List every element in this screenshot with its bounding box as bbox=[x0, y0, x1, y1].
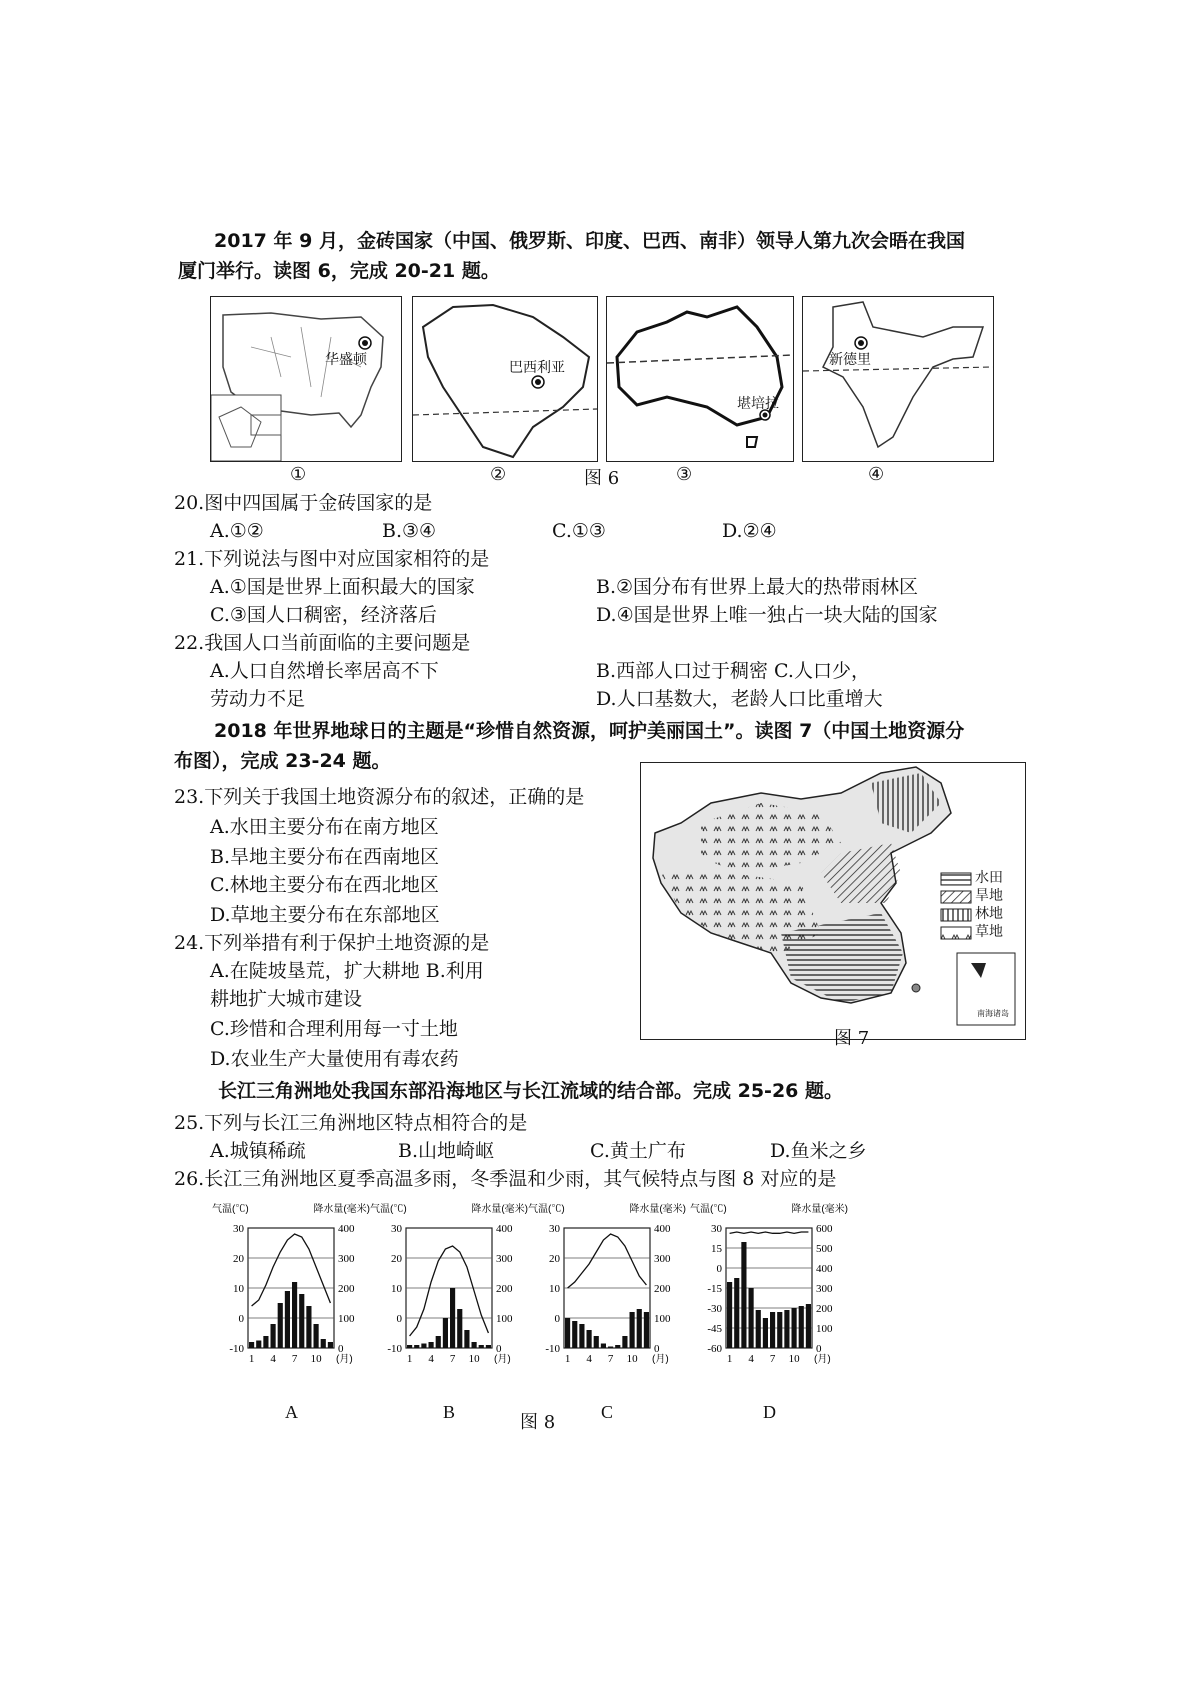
q21-option-d[interactable]: D.④国是世界上唯一独占一块大陆的国家 bbox=[596, 604, 938, 626]
temp-tick-label: 30 bbox=[233, 1223, 244, 1235]
precip-bar bbox=[450, 1288, 455, 1348]
temp-tick-label: -10 bbox=[545, 1343, 560, 1355]
precip-tick-label: 300 bbox=[816, 1283, 833, 1295]
precip-bar bbox=[601, 1344, 606, 1349]
q23-option-a[interactable]: A.水田主要分布在南方地区 bbox=[210, 816, 439, 838]
q24-option-ab[interactable]: A.在陡坡垦荒，扩大耕地 B.利用 bbox=[210, 960, 484, 982]
q22-option-d[interactable]: D.人口基数大，老龄人口比重增大 bbox=[596, 688, 883, 710]
month-tick-label: 4 bbox=[270, 1353, 276, 1365]
climate-chart-svg bbox=[528, 1200, 686, 1390]
precip-tick-label: 100 bbox=[816, 1323, 833, 1335]
precip-tick-label: 500 bbox=[816, 1243, 833, 1255]
climate-chart-c bbox=[528, 1200, 686, 1430]
month-tick-label: 4 bbox=[428, 1353, 434, 1365]
precip-bar bbox=[464, 1330, 469, 1348]
month-tick-label: 10 bbox=[788, 1353, 800, 1365]
precip-tick-label: 300 bbox=[338, 1253, 355, 1265]
precip-tick-label: 400 bbox=[496, 1223, 513, 1235]
temp-line bbox=[730, 1232, 809, 1233]
precip-axis-title: 降水量(毫米) bbox=[471, 1204, 528, 1215]
precip-bar bbox=[263, 1336, 268, 1348]
month-tick-label: 4 bbox=[586, 1353, 592, 1365]
chart-option-label: D bbox=[763, 1402, 776, 1422]
precip-bar bbox=[587, 1330, 592, 1348]
precip-tick-label: 200 bbox=[654, 1283, 671, 1295]
q24-stem: 24.下列举措有利于保护土地资源的是 bbox=[174, 932, 490, 954]
precip-bar bbox=[630, 1312, 635, 1348]
temp-axis-title: 气温(℃) bbox=[370, 1204, 407, 1215]
precip-bar bbox=[479, 1345, 484, 1348]
precip-axis-title: 降水量(毫米) bbox=[629, 1204, 686, 1215]
fig7-caption: 图 7 bbox=[834, 1028, 870, 1049]
precip-tick-label: 400 bbox=[338, 1223, 355, 1235]
temp-tick-label: -10 bbox=[387, 1343, 402, 1355]
temp-tick-label: 0 bbox=[396, 1313, 402, 1325]
map-number-2: ② bbox=[490, 464, 507, 485]
q23-stem: 23.下列关于我国土地资源分布的叙述，正确的是 bbox=[174, 786, 585, 808]
month-tick-label: 1 bbox=[248, 1353, 255, 1365]
precip-bar bbox=[486, 1345, 491, 1348]
climate-chart-svg bbox=[212, 1200, 370, 1390]
temp-axis-title: 气温(℃) bbox=[690, 1204, 727, 1215]
q25-option-a[interactable]: A.城镇稀疏 bbox=[210, 1140, 306, 1162]
precip-bar bbox=[734, 1278, 739, 1348]
legend-dryland: 旱地 bbox=[975, 888, 1003, 904]
temp-tick-label: 15 bbox=[711, 1243, 722, 1255]
precip-tick-label: 300 bbox=[654, 1253, 671, 1265]
temp-tick-label: -60 bbox=[707, 1343, 722, 1355]
temp-tick-label: -30 bbox=[707, 1303, 722, 1315]
q25-option-b[interactable]: B.山地崎岖 bbox=[398, 1140, 495, 1162]
temp-line bbox=[568, 1234, 647, 1288]
precip-tick-label: 200 bbox=[496, 1283, 513, 1295]
precip-tick-label: 200 bbox=[338, 1283, 355, 1295]
q24-option-b-cont: 耕地扩大城市建设 bbox=[210, 988, 363, 1010]
legend-forest: 林地 bbox=[975, 906, 1003, 922]
month-tick-label: 10 bbox=[626, 1353, 638, 1365]
precip-bar bbox=[407, 1345, 412, 1348]
temp-tick-label: 30 bbox=[711, 1223, 722, 1235]
precip-bar bbox=[328, 1342, 333, 1348]
q21-option-b[interactable]: B.②国分布有世界上最大的热带雨林区 bbox=[596, 576, 919, 598]
month-tick-label: 1 bbox=[564, 1353, 571, 1365]
precip-tick-label: 300 bbox=[496, 1253, 513, 1265]
q22-option-c-cont: 劳动力不足 bbox=[210, 688, 306, 710]
intro3-line1: 长江三角洲地处我国东部沿海地区与长江流域的结合部。完成 25-26 题。 bbox=[218, 1080, 843, 1102]
precip-bar bbox=[770, 1312, 775, 1348]
q24-option-c[interactable]: C.珍惜和合理利用每一寸土地 bbox=[210, 1018, 458, 1040]
precip-bar bbox=[784, 1310, 789, 1348]
precip-bar bbox=[249, 1342, 254, 1348]
precip-bar bbox=[565, 1318, 570, 1348]
precip-bar bbox=[792, 1308, 797, 1348]
precip-tick-label: 0 bbox=[816, 1343, 822, 1355]
q23-option-b[interactable]: B.旱地主要分布在西南地区 bbox=[210, 846, 440, 868]
precip-tick-label: 200 bbox=[816, 1303, 833, 1315]
city-new-delhi: 新德里 bbox=[829, 352, 871, 368]
map-brazil bbox=[412, 296, 598, 462]
precip-bar bbox=[741, 1242, 746, 1348]
q22-option-bc[interactable]: B.西部人口过于稠密 C.人口少， bbox=[596, 660, 870, 682]
map-number-3: ③ bbox=[676, 464, 693, 485]
q22-stem: 22.我国人口当前面临的主要问题是 bbox=[174, 632, 471, 654]
map-number-1: ① bbox=[290, 464, 307, 485]
chart-option-label: B bbox=[443, 1402, 456, 1422]
month-tick-label: 7 bbox=[769, 1353, 776, 1365]
month-tick-label: 7 bbox=[607, 1353, 614, 1365]
precip-bar bbox=[421, 1344, 426, 1349]
precip-bar bbox=[414, 1345, 419, 1348]
precip-tick-label: 0 bbox=[496, 1343, 502, 1355]
temp-tick-label: 10 bbox=[233, 1283, 244, 1295]
precip-tick-label: 0 bbox=[338, 1343, 344, 1355]
month-tick-label: 7 bbox=[291, 1353, 298, 1365]
precip-tick-label: 100 bbox=[654, 1313, 671, 1325]
temp-line bbox=[252, 1234, 331, 1306]
precip-bar bbox=[615, 1345, 620, 1348]
legend-paddy: 水田 bbox=[975, 870, 1003, 886]
precip-bar bbox=[472, 1342, 477, 1348]
q20-option-b[interactable]: B.③④ bbox=[382, 520, 437, 542]
climate-chart-svg bbox=[690, 1200, 848, 1390]
temp-tick-label: 10 bbox=[391, 1283, 402, 1295]
temp-tick-label: 0 bbox=[238, 1313, 244, 1325]
q21-option-a[interactable]: A.①国是世界上面积最大的国家 bbox=[210, 576, 475, 598]
temp-tick-label: 10 bbox=[549, 1283, 560, 1295]
temp-line bbox=[410, 1246, 489, 1336]
temp-tick-label: 20 bbox=[391, 1253, 402, 1265]
temp-tick-label: -15 bbox=[707, 1283, 722, 1295]
month-tick-label: 7 bbox=[449, 1353, 456, 1365]
precip-bar bbox=[622, 1336, 627, 1348]
month-tick-label: 10 bbox=[468, 1353, 480, 1365]
month-unit-label: (月) bbox=[494, 1354, 511, 1365]
precip-tick-label: 400 bbox=[654, 1223, 671, 1235]
precip-bar bbox=[777, 1312, 782, 1348]
precip-bar bbox=[256, 1341, 261, 1349]
precip-bar bbox=[806, 1304, 811, 1348]
month-unit-label: (月) bbox=[652, 1354, 669, 1365]
precip-bar bbox=[637, 1309, 642, 1348]
precip-tick-label: 600 bbox=[816, 1223, 833, 1235]
precip-bar bbox=[594, 1336, 599, 1348]
temp-tick-label: -10 bbox=[229, 1343, 244, 1355]
precip-bar bbox=[436, 1336, 441, 1348]
climate-chart-b bbox=[370, 1200, 528, 1430]
precip-bar bbox=[763, 1318, 768, 1348]
temp-tick-label: 0 bbox=[554, 1313, 560, 1325]
precip-axis-title: 降水量(毫米) bbox=[313, 1204, 370, 1215]
precip-bar bbox=[572, 1321, 577, 1348]
month-tick-label: 4 bbox=[748, 1353, 754, 1365]
city-washington: 华盛顿 bbox=[325, 352, 367, 368]
q25-stem: 25.下列与长江三角洲地区特点相符合的是 bbox=[174, 1112, 528, 1134]
precip-tick-label: 100 bbox=[496, 1313, 513, 1325]
precip-bar bbox=[306, 1306, 311, 1348]
q22-option-a[interactable]: A.人口自然增长率居高不下 bbox=[210, 660, 439, 682]
precip-bar bbox=[443, 1318, 448, 1348]
intro2-line1: 2018 年世界地球日的主题是“珍惜自然资源，呵护美丽国土”。读图 7（中国土地资源分 bbox=[214, 720, 965, 742]
precip-bar bbox=[314, 1324, 319, 1348]
q21-stem: 21.下列说法与图中对应国家相符的是 bbox=[174, 548, 490, 570]
climate-chart-d bbox=[690, 1200, 848, 1430]
legend-grassland: 草地 bbox=[975, 924, 1003, 940]
q26-stem: 26.长江三角洲地区夏季高温多雨，冬季温和少雨，其气候特点与图 8 对应的是 bbox=[174, 1168, 837, 1190]
precip-bar bbox=[278, 1303, 283, 1348]
precip-tick-label: 400 bbox=[816, 1263, 833, 1275]
precip-bar bbox=[321, 1339, 326, 1348]
precip-bar bbox=[292, 1282, 297, 1348]
precip-bar bbox=[285, 1291, 290, 1348]
climate-chart-svg bbox=[370, 1200, 528, 1390]
temp-tick-label: 20 bbox=[549, 1253, 560, 1265]
map-number-4: ④ bbox=[868, 464, 885, 485]
map-australia bbox=[606, 296, 794, 462]
q20-option-d[interactable]: D.②④ bbox=[722, 520, 777, 542]
precip-axis-title: 降水量(毫米) bbox=[791, 1204, 848, 1215]
fig8-caption: 图 8 bbox=[520, 1412, 556, 1433]
precip-bar bbox=[608, 1347, 613, 1349]
precip-bar bbox=[756, 1310, 761, 1348]
precip-tick-label: 0 bbox=[654, 1343, 660, 1355]
temp-tick-label: -45 bbox=[707, 1323, 722, 1335]
month-tick-label: 10 bbox=[310, 1353, 322, 1365]
precip-bar bbox=[727, 1282, 732, 1348]
q20-option-a[interactable]: A.①② bbox=[210, 520, 264, 542]
q25-option-c[interactable]: C.黄土广布 bbox=[590, 1140, 686, 1162]
intro2-line2: 布图），完成 23-24 题。 bbox=[174, 750, 391, 772]
precip-bar bbox=[271, 1324, 276, 1348]
intro1-line2: 厦门举行。读图 6，完成 20-21 题。 bbox=[178, 260, 500, 282]
month-tick-label: 1 bbox=[726, 1353, 733, 1365]
q23-option-d[interactable]: D.草地主要分布在东部地区 bbox=[210, 904, 440, 926]
inset-label: 南海诸岛 bbox=[977, 1009, 1009, 1018]
precip-tick-label: 100 bbox=[338, 1313, 355, 1325]
temp-tick-label: 20 bbox=[233, 1253, 244, 1265]
q25-option-d[interactable]: D.鱼米之乡 bbox=[770, 1140, 867, 1162]
precip-bar bbox=[799, 1306, 804, 1348]
q21-option-c[interactable]: C.③国人口稠密，经济落后 bbox=[210, 604, 437, 626]
chart-option-label: C bbox=[601, 1402, 614, 1422]
temp-tick-label: 0 bbox=[716, 1263, 722, 1275]
month-unit-label: (月) bbox=[814, 1354, 831, 1365]
precip-bar bbox=[644, 1312, 649, 1348]
precip-bar bbox=[429, 1342, 434, 1348]
q23-option-c[interactable]: C.林地主要分布在西北地区 bbox=[210, 874, 439, 896]
temp-axis-title: 气温(℃) bbox=[528, 1204, 565, 1215]
temp-axis-title: 气温(℃) bbox=[212, 1204, 249, 1215]
precip-bar bbox=[579, 1324, 584, 1348]
q20-option-c[interactable]: C.①③ bbox=[552, 520, 606, 542]
month-tick-label: 1 bbox=[406, 1353, 413, 1365]
precip-bar bbox=[299, 1294, 304, 1348]
intro1-line1: 2017 年 9 月，金砖国家（中国、俄罗斯、印度、巴西、南非）领导人第九次会晤在我国 bbox=[214, 230, 965, 252]
chart-option-label: A bbox=[285, 1402, 298, 1422]
city-brasilia: 巴西利亚 bbox=[509, 360, 565, 376]
map-india bbox=[802, 296, 994, 462]
city-canberra: 堪培拉 bbox=[737, 396, 779, 412]
month-unit-label: (月) bbox=[336, 1354, 353, 1365]
china-land-map bbox=[640, 762, 1026, 1040]
temp-tick-label: 30 bbox=[549, 1223, 560, 1235]
q20-stem: 20.图中四国属于金砖国家的是 bbox=[174, 492, 433, 514]
q24-option-d[interactable]: D.农业生产大量使用有毒农药 bbox=[210, 1048, 459, 1070]
fig6-caption: 图 6 bbox=[584, 468, 620, 489]
precip-bar bbox=[457, 1309, 462, 1348]
precip-bar bbox=[749, 1288, 754, 1348]
climate-chart-a bbox=[212, 1200, 370, 1430]
temp-tick-label: 30 bbox=[391, 1223, 402, 1235]
map-usa bbox=[210, 296, 402, 462]
